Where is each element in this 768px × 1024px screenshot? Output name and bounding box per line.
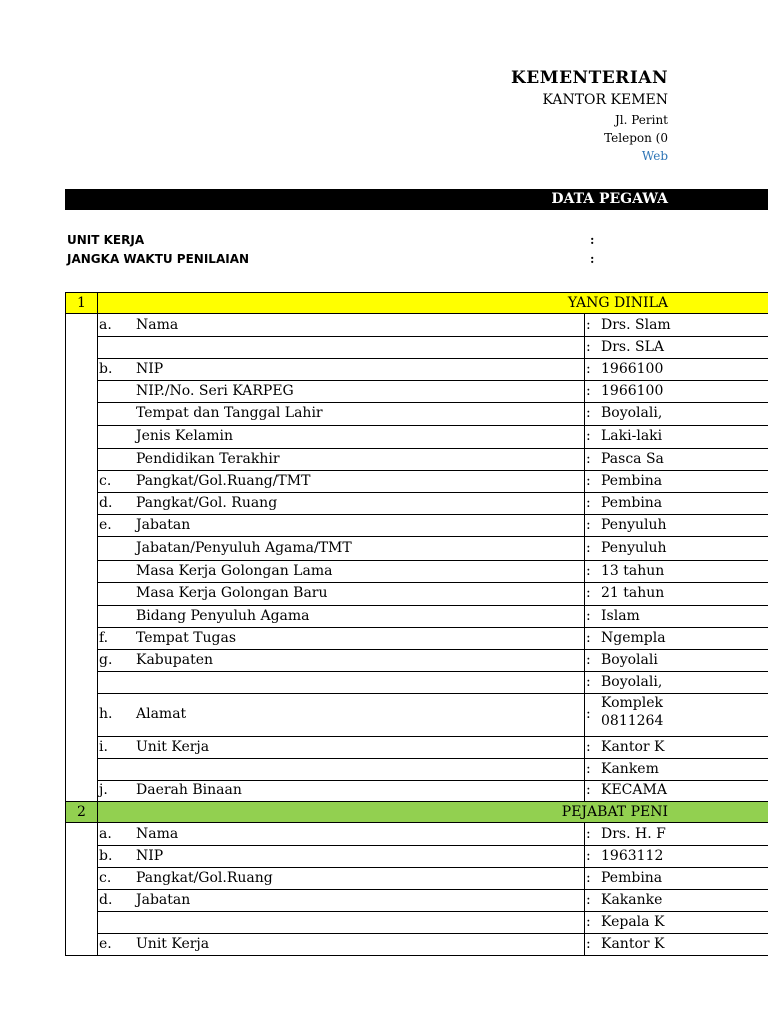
row-label: Daerah Binaan: [136, 782, 242, 798]
section2-number: 2: [77, 804, 86, 820]
row-label: Masa Kerja Golongan Lama: [136, 563, 333, 579]
row-value: Pasca Sa: [601, 451, 664, 467]
office-address: Jl. Perint: [614, 113, 668, 127]
row-letter: f.: [99, 630, 109, 646]
row-value: Laki-laki: [601, 428, 663, 444]
row-label: Bidang Penyuluh Agama: [136, 608, 310, 624]
row-letter: d.: [99, 495, 113, 511]
jangka-waktu-label: JANGKA WAKTU PENILAIAN: [67, 252, 250, 266]
row-letter: a.: [99, 826, 112, 842]
row-colon: :: [586, 782, 591, 798]
row-letter: i.: [99, 739, 108, 755]
row-value: 0811264: [601, 713, 664, 729]
jangka-waktu-colon: :: [590, 252, 595, 266]
row-label: Pangkat/Gol. Ruang: [136, 495, 278, 511]
row-label: Kabupaten: [136, 652, 214, 668]
row-colon: :: [586, 739, 591, 755]
row-letter: e.: [99, 517, 112, 533]
row-value: Pembina: [601, 473, 663, 489]
row-colon: :: [586, 383, 591, 399]
row-colon: :: [586, 936, 591, 952]
row-value: Kepala K: [601, 914, 665, 930]
row-colon: :: [586, 706, 591, 722]
office-phone: Telepon (0: [604, 131, 668, 145]
row-letter: c.: [99, 870, 112, 886]
row-colon: :: [586, 563, 591, 579]
row-letter: h.: [99, 706, 113, 722]
row-colon: :: [586, 652, 591, 668]
row-label: Pangkat/Gol.Ruang/TMT: [136, 473, 311, 489]
row-value: Kankem: [601, 761, 659, 777]
row-letter: c.: [99, 473, 112, 489]
section2-title: PEJABAT PENI: [561, 804, 668, 820]
row-label: Jabatan/Penyuluh Agama/TMT: [136, 540, 352, 556]
row-value: Kakanke: [601, 892, 663, 908]
row-label: Alamat: [136, 706, 187, 722]
row-letter: e.: [99, 936, 112, 952]
row-value: Islam: [601, 608, 640, 624]
row-label: Jabatan: [136, 517, 191, 533]
row-label: Unit Kerja: [136, 739, 210, 755]
row-colon: :: [586, 761, 591, 777]
row-label: Tempat dan Tanggal Lahir: [136, 405, 323, 421]
row-label: Nama: [136, 826, 179, 842]
section1-title: YANG DINILA: [567, 295, 668, 311]
row-colon: :: [586, 317, 591, 333]
office-name: KANTOR KEMEN: [542, 92, 668, 108]
row-colon: :: [586, 540, 591, 556]
row-value: Kantor K: [601, 936, 665, 952]
row-letter: b.: [99, 848, 113, 864]
row-letter: d.: [99, 892, 113, 908]
row-colon: :: [586, 826, 591, 842]
row-colon: :: [586, 674, 591, 690]
row-colon: :: [586, 339, 591, 355]
row-value: Boyolali,: [601, 674, 663, 690]
row-label: Pendidikan Terakhir: [136, 451, 280, 467]
row-colon: :: [586, 892, 591, 908]
row-letter: j.: [99, 782, 108, 798]
row-label: Nama: [136, 317, 179, 333]
row-value: Penyuluh: [601, 540, 667, 556]
row-colon: :: [586, 361, 591, 377]
row-value: Drs. Slam: [601, 317, 671, 333]
row-value: Pembina: [601, 495, 663, 511]
row-value: Drs. H. F: [601, 826, 666, 842]
row-label: Masa Kerja Golongan Baru: [136, 585, 328, 601]
unit-kerja-label: UNIT KERJA: [67, 233, 145, 247]
row-value: Ngempla: [601, 630, 666, 646]
row-value: Boyolali: [601, 652, 658, 668]
row-value: Penyuluh: [601, 517, 667, 533]
row-label: NIP: [136, 848, 164, 864]
row-colon: :: [586, 914, 591, 930]
row-value: 1963112: [601, 848, 664, 864]
row-colon: :: [586, 428, 591, 444]
office-website[interactable]: Web: [641, 149, 668, 163]
row-label: Jabatan: [136, 892, 191, 908]
row-value: 13 tahun: [601, 563, 665, 579]
row-colon: :: [586, 517, 591, 533]
row-colon: :: [586, 451, 591, 467]
row-letter: a.: [99, 317, 112, 333]
row-letter: b.: [99, 361, 113, 377]
row-value: Pembina: [601, 870, 663, 886]
row-value: 1966100: [601, 361, 664, 377]
row-colon: :: [586, 405, 591, 421]
row-colon: :: [586, 473, 591, 489]
row-value: 21 tahun: [601, 585, 665, 601]
row-colon: :: [586, 870, 591, 886]
row-value: Boyolali,: [601, 405, 663, 421]
row-value: Drs. SLA: [601, 339, 664, 355]
unit-kerja-colon: :: [590, 233, 595, 247]
row-colon: :: [586, 495, 591, 511]
row-value: Komplek: [601, 695, 663, 711]
row-colon: :: [586, 608, 591, 624]
section1-number: 1: [77, 295, 86, 311]
row-label: Jenis Kelamin: [136, 428, 233, 444]
row-colon: :: [586, 848, 591, 864]
row-label: Tempat Tugas: [136, 630, 237, 646]
ministry-title: KEMENTERIAN: [511, 68, 668, 88]
row-value: KECAMA: [601, 782, 667, 798]
row-label: NIP./No. Seri KARPEG: [136, 383, 294, 399]
row-value: Kantor K: [601, 739, 665, 755]
banner-title: DATA PEGAWA: [551, 191, 668, 207]
row-letter: g.: [99, 652, 113, 668]
row-value: 1966100: [601, 383, 664, 399]
row-colon: :: [586, 585, 591, 601]
row-label: NIP: [136, 361, 164, 377]
row-label: Unit Kerja: [136, 936, 210, 952]
row-colon: :: [586, 630, 591, 646]
row-label: Pangkat/Gol.Ruang: [136, 870, 273, 886]
